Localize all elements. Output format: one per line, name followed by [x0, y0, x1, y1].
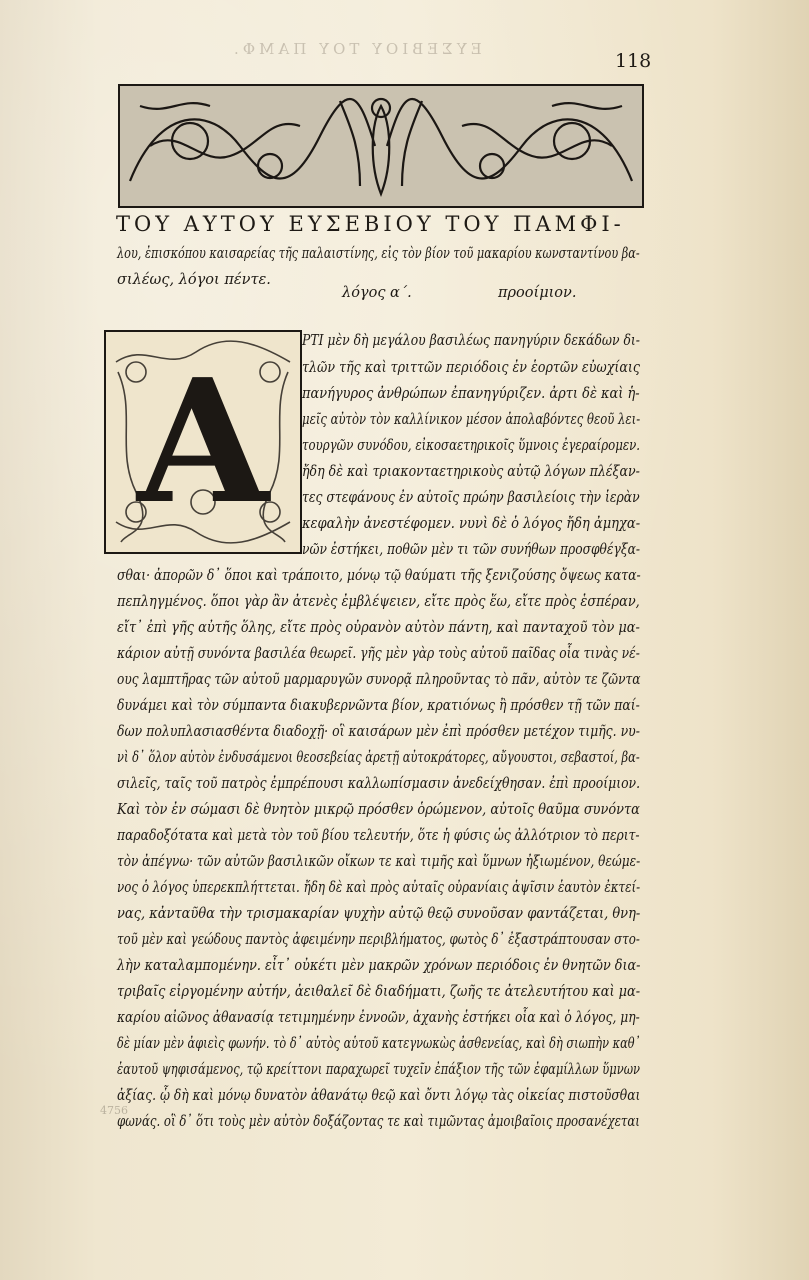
body-line: κάριον αὐτῇ συνόντα βασιλέα θεωρεῖ. γῆς μὲν γὰρ τοὺς αὐτοῦ παῖδας οἷα τινὰς νέ- — [117, 646, 640, 662]
body-line: παραδοξότατα καὶ μετὰ τὸν τοῦ βίου τελευτήν, ὅτε ἡ φύσις ὡς ἀλλότριον τὸ περιτ- — [117, 828, 640, 844]
body-line: νὶ δ᾽ ὅλον αὐτὸν ἐνδυσάμενοι θεοσεβείας ἀρετῇ αὐτοκράτορες, αὔγουστοι, σεβαστοί, βα- — [117, 750, 640, 766]
body-line: ἤδη δὲ καὶ τριακονταετηρικοὺς αὐτῷ λόγων πλέξαν- — [302, 464, 640, 480]
initial-letter: Α — [137, 342, 269, 542]
body-line: κεφαλὴν ἀνεστέφομεν. νυνὶ δὲ ὁ λόγος ἤδη ἀμηχα- — [302, 516, 641, 532]
body-line: τριβαῖς εἰργομένην αὐτήν, ἀειθαλεῖ δὲ διαδήματι, ζωῆς τε ἀτελευτήτου καὶ μα- — [117, 984, 641, 1000]
ornamental-headpiece — [118, 84, 644, 208]
subtitle-line: λου, ἐπισκόπου καισαρείας τῆς παλαιστίνης, εἰς τὸν βίον τοῦ μακαρίου κωνσταντίνου βα- — [117, 246, 640, 262]
body-line: πεπληγμένος. ὅποι γὰρ ἂν ἀτενὲς ἐμβλέψειεν, εἴτε πρὸς ἕω, εἴτε πρὸς ἑσπέραν, — [117, 594, 640, 610]
subtitle-line: σιλέως, λόγοι πέντε. — [117, 272, 271, 288]
body-line: εἴτ᾽ ἐπὶ γῆς αὐτῆς ὅλης, εἴτε πρὸς οὐρανὸν αὐτὸν πάντη, καὶ πανταχοῦ τὸν μα- — [117, 620, 640, 636]
body-line: νας, κἀνταῦθα τὴν τρισμακαρίαν ψυχὴν αὐτῷ θεῷ συνοῦσαν φαντάζεται, θνη- — [117, 906, 641, 922]
body-line: ΡΤΙ μὲν δὴ μεγάλου βασιλέως πανηγύριν δεκάδων δι- — [302, 333, 640, 349]
body-line: δυνάμει καὶ τὸν σύμπαντα διακυβερνῶντα βίον, κρατιόνως ἢ πρόσθεν τῇ τῶν παί- — [117, 698, 640, 714]
body-line: φωνάς. οἳ δ᾽ ὅτι τοὺς μὲν αὐτὸν δοξάζοντας τε καὶ τιμῶντας ἀμοιβαῖοις προσανέχεται — [117, 1114, 640, 1130]
body-line: δων πολυπλασιασθέντα διαδοχῇ· οἳ καισάρων μὲν ἐπὶ πρόσθεν μετέχον τιμῆς. νυ- — [117, 724, 640, 740]
page-number: 118 — [615, 50, 652, 72]
body-line: καρίου αἰῶνος ἀθανασίᾳ τετιμημένην ἐννοῶν, ἀχανὴς ἑστήκει οἷα καὶ ὁ λόγος, μη- — [117, 1010, 640, 1026]
margin-stain: 4756 — [100, 1104, 128, 1117]
title: ΤΟΥ ΑΥΤΟΥ ΕΥΣΕΒΙΟΥ ΤΟΥ ΠΑΜΦΙ- — [116, 212, 625, 236]
body-line: τλῶν τῆς καὶ τριττῶν περιόδοις ἐν ἑορτῶν εὐωχίαις — [302, 360, 640, 376]
body-line: σιλεῖς, ταῖς τοῦ πατρὸς ἐμπρέπουσι καλλωπίσμασιν ἀνεδείχθησαν. ἐπὶ προοίμιον. — [117, 776, 641, 792]
body-line: μεῖς αὐτὸν τὸν καλλίνικον μέσον ἀπολαβόντες θεοῦ λει- — [302, 412, 641, 428]
chapter-label: λόγος α΄. — [342, 285, 412, 301]
body-line: τοῦ μὲν καὶ γεώδους παντὸς ἀφειμένην περιβλήματος, φωτὸς δ᾽ ἐξαστράπτουσαν στο- — [117, 932, 640, 948]
body-line: ἑαυτοῦ ψηφισάμενος, τῷ κρείττονι παραχωρεῖ τυχεῖν ἐπάξιον τῆς τῶν ἐφαμίλλων ὕμνων — [117, 1062, 641, 1078]
body-line: Καὶ τὸν ἐν σώμασι δὲ θνητὸν μικρῷ πρόσθεν ὁρώμενον, αὐτοῖς θαῦμα συνόντα — [117, 802, 640, 818]
decorated-initial — [104, 330, 302, 554]
running-head-bleed-through: ΕΥΣΕΒΙΟΥ ΤΟΥ ΠΑΜΦ. — [230, 40, 482, 58]
body-line: δὲ μίαν μὲν ἀφιεὶς φωνήν. τὸ δ᾽ αὐτὸς αὑτοῦ κατεγνωκὼς ἀσθενείας, καὶ δὴ σιωπὴν καθ᾽ — [117, 1036, 641, 1052]
body-line: λὴν καταλαμπομένην. εἶτ᾽ οὐκέτι μὲν μακρῶν χρόνων περιόδοις ἐν θνητῶν δια- — [117, 958, 641, 974]
body-line: τὸν ἀπέγνω· τῶν αὐτῶν βασιλικῶν οἴκων τε καὶ τιμῆς καὶ ὕμνων ἠξιωμένον, θεώμε- — [117, 854, 641, 870]
body-line: νῶν ἐστήκει, ποθῶν μὲν τι τῶν συνήθων προσφθέγξα- — [302, 542, 640, 558]
body-line: ἀξίας. ᾧ δὴ καὶ μόνῳ δυνατὸν ἀθανάτῳ θεῷ καὶ ὄντι λόγῳ τὰς οἰκείας πιστοῦσθαι — [117, 1088, 641, 1104]
body-line: τουργῶν συνόδου, εἰκοσαετηρικοῖς ὕμνοις ἐγεραίρομεν. — [302, 438, 641, 454]
chapter-heading: προοίμιον. — [498, 285, 577, 301]
body-line: ους λαμπτῆρας τῶν αὐτοῦ μαρμαρυγῶν συνορᾷ πληροῦντας τὸ πᾶν, αὐτὸν τε ζῶντα — [117, 672, 641, 688]
body-line: σθαι· ἀπορῶν δ᾽ ὅποι καὶ τράποιτο, μόνῳ τῷ θαύματι τῆς ξενιζούσης ὄψεως κατα- — [117, 568, 641, 584]
body-line: πανήγυρος ἀνθρώπων ἐπανηγύριζεν. ἀρτι δὲ καὶ ἡ- — [302, 386, 640, 402]
body-line: τες στεφάνους ἐν αὐτοῖς πρώην βασιλείοις τὴν ἱερὰν — [302, 490, 640, 506]
body-line: νος ὁ λόγος ὑπερεκπλήττεται. ἤδη δὲ καὶ πρὸς αὐταῖς οὐρανίαις ἁψῖσιν ἑαυτὸν ἐκτεί- — [117, 880, 641, 896]
